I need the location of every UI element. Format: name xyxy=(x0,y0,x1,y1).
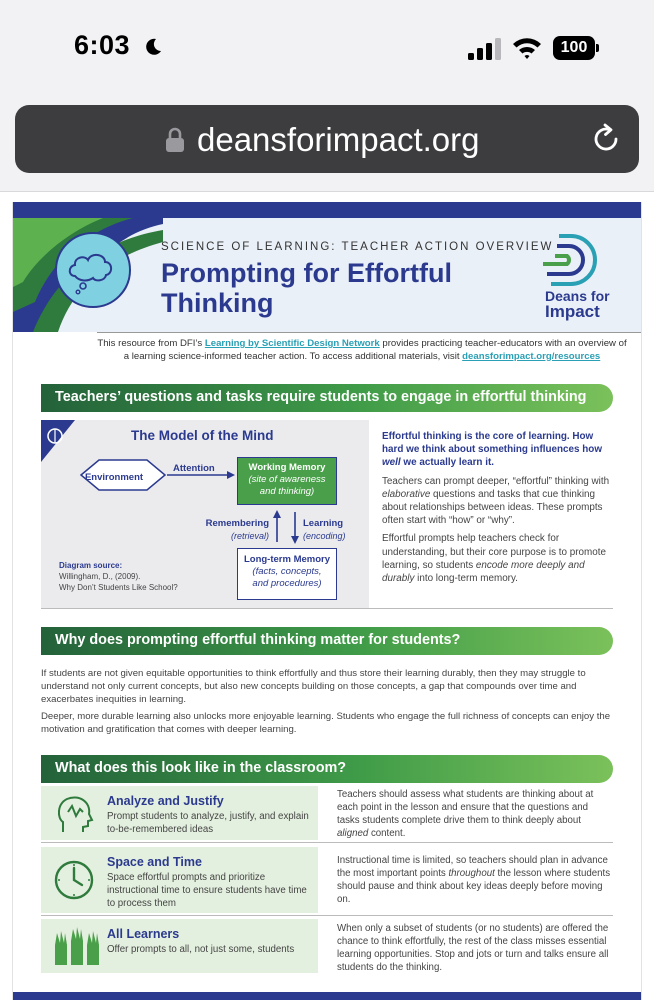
classroom-row-space-time: Space and Time Space effortful prompts and prioritize instructional time to ensure students have time to process them xyxy=(41,847,318,913)
classroom-row-all-learners: All Learners Offer prompts to all, not just some, students xyxy=(41,919,318,973)
model-of-the-mind-diagram xyxy=(41,420,369,608)
long-term-memory-node: Long-term Memory (facts, concepts, and procedures) xyxy=(237,548,337,600)
footer-bar xyxy=(13,992,642,1000)
head-brain-icon xyxy=(53,792,95,834)
classroom-row-analyze: Analyze and Justify Prompt students to analyze, justify, and explain to-be-remembered ideas xyxy=(41,786,318,840)
classroom-row-all-learners-detail: When only a subset of students (or no students) are offered the chance to think effortfully, the rest of the class misses essential learning opportunities. Stop and jots or turn and talks ensure all students do the thinking. xyxy=(337,923,609,973)
address-bar[interactable] xyxy=(15,105,639,173)
clock-icon xyxy=(53,859,95,901)
remembering-label: Remembering (retrieval) xyxy=(205,518,269,541)
section-banner-effortful-thinking: Teachers’ questions and tasks require students to engage in effortful thinking xyxy=(41,384,613,412)
logo-text xyxy=(545,288,610,320)
battery-icon xyxy=(553,36,599,60)
page-title xyxy=(161,258,452,318)
lock-icon xyxy=(165,127,185,153)
model-title: The Model of the Mind xyxy=(131,428,274,443)
section-banner-classroom: What does this look like in the classroom? xyxy=(41,755,613,783)
section-banner-why-matters: Why does prompting effortful thinking matter for students? xyxy=(41,627,613,655)
paragraph: Teachers can prompt deeper, “effortful” thinking with elaborative questions and tasks that cue thinking about relationships between ideas. These prompts often start with “how” or “why”. xyxy=(382,475,610,527)
working-memory-node: Working Memory (site of awareness and thinking) xyxy=(237,457,337,505)
classroom-row-analyze-detail: Teachers should assess what students are thinking about at each point in the lesson and ensure that the questions and tasks students complete drive them to think deeply about aligned content. xyxy=(337,789,594,839)
eyebrow-text: SCIENCE OF LEARNING: TEACHER ACTION OVERVIEW xyxy=(161,241,554,253)
document-page xyxy=(12,202,642,1000)
logo-line2: Impact xyxy=(545,302,600,321)
page-title-line1: Prompting for Effortful xyxy=(161,258,452,288)
resources-link[interactable]: deansforimpact.org/resources xyxy=(462,350,601,362)
lead-paragraph: Effortful thinking is the core of learning. How hard we think about something influences how well we actually learn it. xyxy=(382,431,603,469)
learning-label: Learning (encoding) xyxy=(303,518,346,541)
reload-icon[interactable] xyxy=(589,122,623,156)
diagram-source: Diagram source: Willingham, D., (2009). Why Don’t Students Like School? xyxy=(59,561,178,592)
deans-for-impact-logo xyxy=(541,232,611,288)
paragraph: Deeper, more durable learning also unlocks more enjoyable learning. Students who engage the full richness of concepts can enjoy the motivation and gratification that comes with deeper learning. xyxy=(41,711,611,735)
intro-text: This resource from DFI’s Learning by Scientific Design Network provides practicing teacher-educators with an overview of a learning science-informed teacher action. To access additional materials, visit deansforimpact.org/resources xyxy=(97,338,627,362)
environment-node: Environment xyxy=(84,472,144,483)
moon-icon xyxy=(143,37,163,57)
logo-line1: Deans for xyxy=(545,288,610,304)
document-header xyxy=(13,202,642,332)
paragraph: Effortful prompts help teachers check for understanding, but their core purpose is to promote learning, so students encode more deeply and durably into long-term memory. xyxy=(382,533,606,585)
wifi-icon xyxy=(512,36,542,60)
cellular-signal-icon xyxy=(468,38,502,60)
status-time: 6:03 xyxy=(74,30,131,60)
battery-level: 100 xyxy=(553,36,595,60)
url-text[interactable]: deansforimpact.org xyxy=(197,121,480,158)
status-bar xyxy=(0,0,654,100)
effortful-thinking-text xyxy=(382,430,614,590)
paragraph: If students are not given equitable opportunities to think effortfully and thus store their learning durably, then they may struggle to understand not only current concepts, but also new concepts building on those concepts, a gap that compounds over time and exacerbates inequities in learning. xyxy=(41,668,586,705)
attention-label: Attention xyxy=(173,463,215,474)
browser-toolbar xyxy=(0,100,654,192)
network-link[interactable]: Learning by Scientific Design Network xyxy=(204,338,380,349)
raised-hands-icon xyxy=(53,925,103,967)
page-title-line2: Thinking xyxy=(161,288,274,318)
classroom-row-space-time-detail: Instructional time is limited, so teachers should plan in advance the most important points throughout the lesson where students should pause and think about key ideas deeply before moving on. xyxy=(337,855,611,905)
header-decoration xyxy=(13,202,163,332)
